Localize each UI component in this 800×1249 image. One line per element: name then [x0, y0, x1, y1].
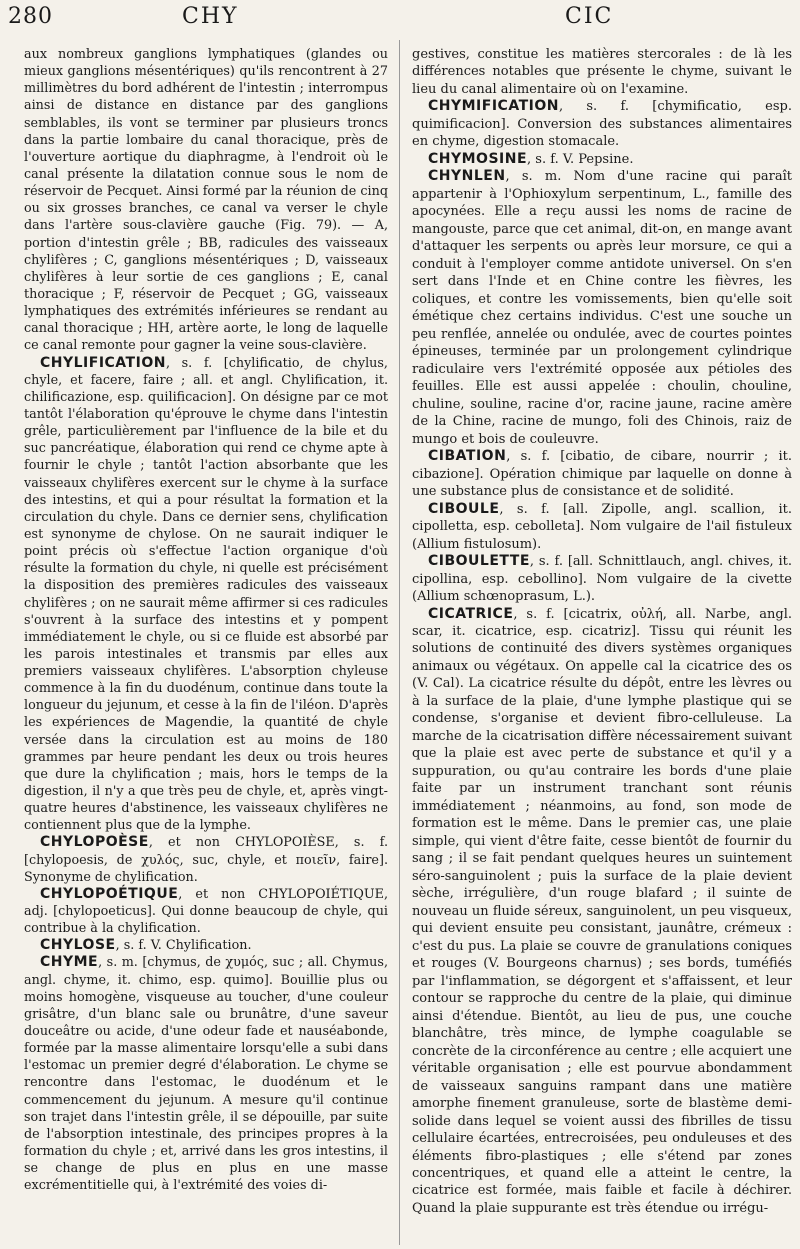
- entry-definition: , s. m. [chymus, de χυμός, suc ; all. Chymus, angl. chyme, it. chimo, esp. quimo]. Bouillie plus ou moins homogène, visqueuse au toucher, d'une couleur grisâtre, d'un blanc sale ou brunâtre, d'une saveur douceâtre ou acide, d'une odeur fade et nauséabonde, formée par la masse alimentaire lorsqu'elle a subi dans l'estomac un premier degré d'élaboration. Le chyme se rencontre dans l'estomac, le duodénum et le commencement du jejunum. A mesure qu'il continue son trajet dans l'intestin grêle, il se dépouille, par suite de l'absorption intestinale, des principes propres à la formation du chyle ; et, arrivé dans les gros intestins, il se change de plus en plus en une masse excrémentitielle qui, à l'extrémité des voies di-: [24, 955, 388, 1194]
- entry-headword: CHYNLEN: [428, 168, 506, 185]
- entry-headword: CHYME: [40, 954, 99, 971]
- dictionary-entry: [412, 501, 792, 553]
- dictionary-entry: [412, 448, 792, 500]
- right-column: [412, 46, 792, 1244]
- entry-definition: , s. f. [all. Schnittlauch, angl. chives, it. cipollina, esp. cebollino]. Nom vulgaire de la civette (Allium schœnoprasum, L.).: [412, 554, 792, 605]
- entry-headword: CHYMIFICATION: [428, 98, 559, 115]
- entry-definition: , s. f. V. Pepsine.: [527, 151, 634, 167]
- entry-headword: CHYLIFICATION: [40, 354, 166, 371]
- left-column: [24, 46, 388, 1244]
- entry-headword: CICATRICE: [428, 605, 514, 622]
- entry-headword: CHYLOSE: [40, 937, 116, 954]
- dictionary-entry: [412, 606, 792, 1218]
- entry-definition: , s. m. Nom d'une racine qui paraît appartenir à l'Ophioxylum serpentinum, L., famille des apocynées. Elle a reçu aussi les noms de racine de mangouste, parce que cet animal, dit-on, en mange avant d'attaquer les serpents ou après leur morsure, ce qui a conduit à l'employer comme antidote universel. On s'en sert dans l'Inde et en Chine contre les fièvres, les coliques, et contre les vomissements, bien qu'elle soit émétique chez certains individus. C'est une souche un peu renflée, annelée ou ondulée, avec de courtes pointes épineuses, terminée par un prolongement cylindrique radiculaire vers l'extrémité opposée aux pétioles des feuilles. Elle est aussi appelée : choulin, chouline, chuline, souline, racine d'or, racine jaune, racine amère de la Chine, racine de mungo, foli des Chinois, raiz de mungo et bois de couleuvre.: [412, 169, 792, 447]
- dictionary-entry: [24, 937, 388, 954]
- entry-headword: CHYLOPOÉTIQUE: [40, 885, 179, 902]
- entry-headword: CHYLOPOÈSE: [40, 834, 149, 851]
- entry-definition: , et non CHYLOPOIÉTIQUE, adj. [chylopoeticus]. Qui donne beaucoup de chyle, qui contribue à la chylification.: [24, 886, 388, 937]
- entry-headword: CIBATION: [428, 448, 507, 465]
- entry-definition: , s. f. [chylificatio, de chylus, chyle, et facere, faire ; all. et angl. Chylification, it. chilificazione, esp. quilificacion]. On désigne par ce mot tantôt l'élaboration qu'éprouve le chyme dans l'intestin grêle, particulièrement par l'influence de la bile et du suc pancréatique, élaboration qui rend ce chyme apte à fournir le chyle ; tantôt l'action absorbante que les vaisseaux chylifères exercent sur le chyme à la surface des intestins, et qui a pour résultat la formation et la circulation du chyle. Dans ce dernier sens, chylification est synonyme de chylose. On ne saurait indiquer le point précis où s'effectue l'action organique d'où résulte la formation du chyle, ni quelle est précisément la disposition des premières radicules des vaisseaux chylifères ; on ne saurait même affirmer si ces radicules s'ouvrent à la surface des intestins et y pompent immédiatement le chyle, ou si ce fluide est absorbé par les parois intestinales et transmis par elles aux premiers vaisseaux chylifères. L'absorption chyleuse commence à la fin du duodénum, continue dans toute la longueur du jejunum, et cesse à la fin de l'iléon. D'après les expériences de Magendie, la quantité de chyle versée dans la circulation est au moins de 180 grammes par heure pendant les deux ou trois heures que dure la chylification ; mais, hors le temps de la digestion, il n'y a que très peu de chyle, et, après vingt-quatre heures d'abstinence, les vaisseaux chylifères ne contiennent plus que de la lymphe.: [24, 355, 388, 834]
- dictionary-entry: [412, 553, 792, 605]
- dictionary-entry: [412, 151, 792, 168]
- continued-text: gestives, constitue les matières stercorales : de là les différences notables que présente le chyme, suivant le lieu du canal alimentaire où on l'examine.: [412, 47, 792, 97]
- entry-definition: , s. f. [cibatio, de cibare, nourrir ; it. cibazione]. Opération chimique par laquelle on donne à une substance plus de consistance et de solidité.: [412, 449, 792, 500]
- dictionary-entry: [24, 834, 388, 885]
- entry-headword: CHYMOSINE: [428, 150, 528, 167]
- entry-definition: , s. f. [cicatrix, οὐλή, all. Narbe, angl. scar, it. cicatrice, esp. cicatriz]. Tissu qui réunit les solutions de continuité des divers systèmes organiques animaux ou végétaux. On appelle cal la cicatrice des os (V. Cal). La cicatrice résulte du dépôt, entre les lèvres ou à la surface de la plaie, d'une lymphe plastique qui se condense, s'organise et devient fibro-celluleuse. La marche de la cicatrisation diffère nécessairement suivant que la plaie est avec perte de substance et qu'il y a suppuration, ou qu'au contraire les bords d'une plaie faite par un instrument tranchant sont réunis immédiatement ; néanmoins, au fond, son mode de formation est le même. Dans le premier cas, une plaie simple, qui vient d'être faite, cesse bientôt de fournir du sang ; il se fait pendant quelques heures un suintement séro-sanguinolent ; puis la surface de la plaie devient sèche, irrégulière, d'un rouge blafard ; il suinte de nouveau un fluide séreux, sanguinolent, un peu visqueux, qui devient ensuite peu consistant, jaunâtre, crémeux : c'est du pus. La plaie se couvre de granulations coniques et rouges (V. Bourgeons charnus) ; ses bords, tuméfiés par l'inflammation, se dégorgent et s'affaissent, et leur contour se rapproche du centre de la plaie, qui diminue ainsi d'étendue. Bientôt, au lieu de pus, une couche blanchâtre, très mince, de lymphe coagulable se concrète de la circonférence au centre ; elle acquiert une véritable organisation ; elle est pourvue abondamment de vaisseaux sanguins rampant dans une matière amorphe finement granuleuse, sorte de blastème demi-solide dans lequel se voient aussi des fibrilles de tissu cellulaire écartées, entrecroisées, peu onduleuses et des éléments fibro-plastiques ; elle s'étend par zones concentriques, et quand elle a atteint le centre, la cicatrice est formée, mais faible et facile à déchirer. Quand la plaie suppurante est très étendue ou irrégu-: [412, 606, 792, 1216]
- left-running-head: CHY: [182, 4, 239, 29]
- entry-definition: , et non CHYLOPOIÈSE, s. f. [chylopoesis, de χυλός, suc, chyle, et ποιεῖν, faire]. Synonyme de chylification.: [24, 835, 388, 885]
- dictionary-entry: [412, 168, 792, 448]
- entry-definition: , s. f. [all. Zipolle, angl. scallion, it. cipolletta, esp. cebolleta]. Nom vulgaire de l'ail fistuleux (Allium fistulosum).: [412, 501, 792, 552]
- entry-definition: , s. f. [chymificatio, esp. quimificacion]. Conversion des substances alimentaires en chyme, digestion stomacale.: [412, 99, 792, 150]
- dictionary-entry: [24, 355, 388, 835]
- entry-headword: CIBOULE: [428, 500, 500, 517]
- page-header: [0, 4, 800, 44]
- dictionary-entry: [412, 98, 792, 150]
- continued-text: aux nombreux ganglions lymphatiques (glandes ou mieux ganglions mésentériques) qu'ils rencontrent à 27 millimètres du bord adhérent de l'intestin ; interrompus ainsi de distance en distance par des ganglions semblables, ils vont se terminer par plusieurs troncs dans la partie lombaire du canal thoracique, près de l'ouverture aortique du diaphragme, à l'endroit où le canal présente la dilatation connue sous le nom de réservoir de Pecquet. Ainsi formé par la réunion de cinq ou six grosses branches, ce canal va verser le chyle dans l'artère sous-clavière gauche (Fig. 79). — A, portion d'intestin grêle ; BB, radicules des vaisseaux chylifères ; C, ganglions mésentériques ; D, vaisseaux chylifères à leur sortie de ces ganglions ; E, canal thoracique ; F, réservoir de Pecquet ; GG, vaisseaux lymphatiques des extrémités inférieures se rendant au canal thoracique ; HH, artère aorte, le long de laquelle ce canal remonte pour gagner la veine sous-clavière.: [24, 47, 388, 354]
- column-divider: [399, 40, 400, 1245]
- dictionary-entry: [24, 886, 388, 937]
- dictionary-entry: [24, 954, 388, 1194]
- right-running-head: CIC: [565, 4, 614, 29]
- entry-headword: CIBOULETTE: [428, 553, 530, 570]
- entry-definition: , s. f. V. Chylification.: [115, 938, 252, 954]
- page-number: 280: [8, 4, 53, 29]
